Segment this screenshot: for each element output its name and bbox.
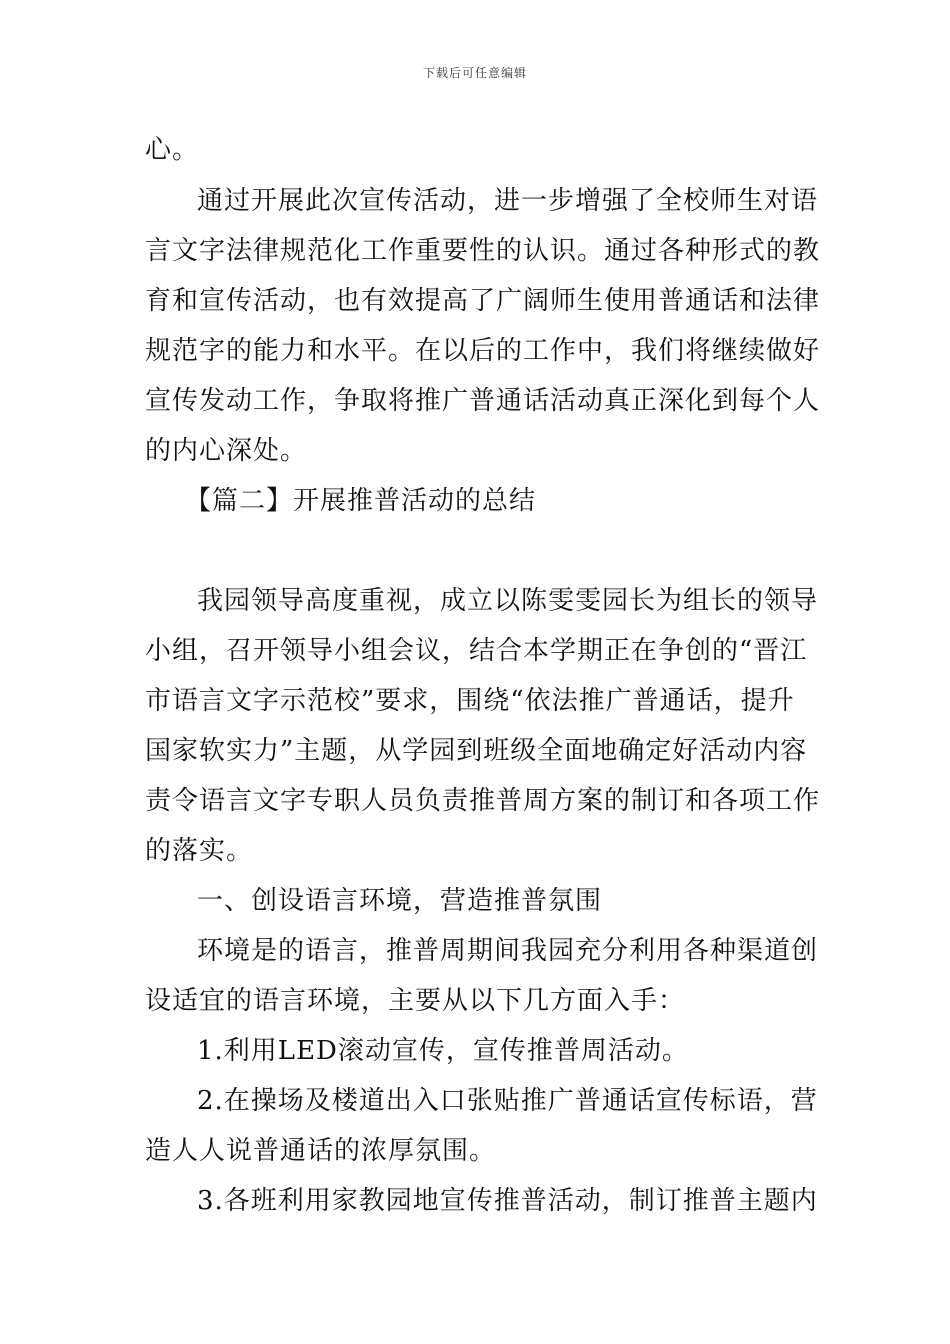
paragraph-line: 我园领导高度重视，成立以陈雯雯园长为组长的领导 [197, 586, 819, 616]
list-item: 1.利用LED滚动宣传，宣传推普周活动。 [197, 1036, 689, 1066]
paragraph-line: 宣传发动工作，争取将推广普通话活动真正深化到每个人 [145, 386, 821, 416]
paragraph-line: 设适宜的语言环境，主要从以下几方面入手： [145, 986, 686, 1016]
paragraph-line: 国家软实力”主题，从学园到班级全面地确定好活动内容 [145, 736, 808, 766]
subsection-heading: 一、创设语言环境，营造推普氛围 [197, 886, 603, 916]
section-heading: 【篇二】开展推普活动的总结 [185, 486, 537, 516]
page-header: 下载后可任意编辑 [422, 66, 527, 80]
paragraph-line: 规范字的能力和水平。在以后的工作中，我们将继续做好 [145, 336, 821, 366]
paragraph-line: 言文字法律规范化工作重要性的认识。通过各种形式的教 [145, 236, 821, 266]
list-item-continuation: 造人人说普通话的浓厚氛围。 [145, 1136, 497, 1166]
list-item: 2.在操场及楼道出入口张贴推广普通话宣传标语，营 [197, 1086, 818, 1116]
paragraph-line: 市语言文字示范校”要求，围绕“依法推广普通话，提升 [145, 686, 795, 716]
paragraph-line: 小组，召开领导小组会议，结合本学期正在争创的“晋江 [145, 636, 808, 666]
list-item: 3.各班利用家教园地宣传推普活动，制订推普主题内 [197, 1186, 818, 1216]
paragraph-line: 环境是的语言，推普周期间我园充分利用各种渠道创 [197, 936, 819, 966]
paragraph-line: 的内心深处。 [145, 436, 308, 466]
paragraph-line: 育和宣传活动，也有效提高了广阔师生使用普通话和法律 [145, 286, 821, 316]
paragraph-line: 的落实。 [145, 836, 254, 866]
paragraph-line: 责令语言文字专职人员负责推普周方案的制订和各项工作 [145, 786, 821, 816]
paragraph-line: 心。 [145, 135, 200, 165]
paragraph-line: 通过开展此次宣传活动，进一步增强了全校师生对语 [197, 186, 819, 216]
